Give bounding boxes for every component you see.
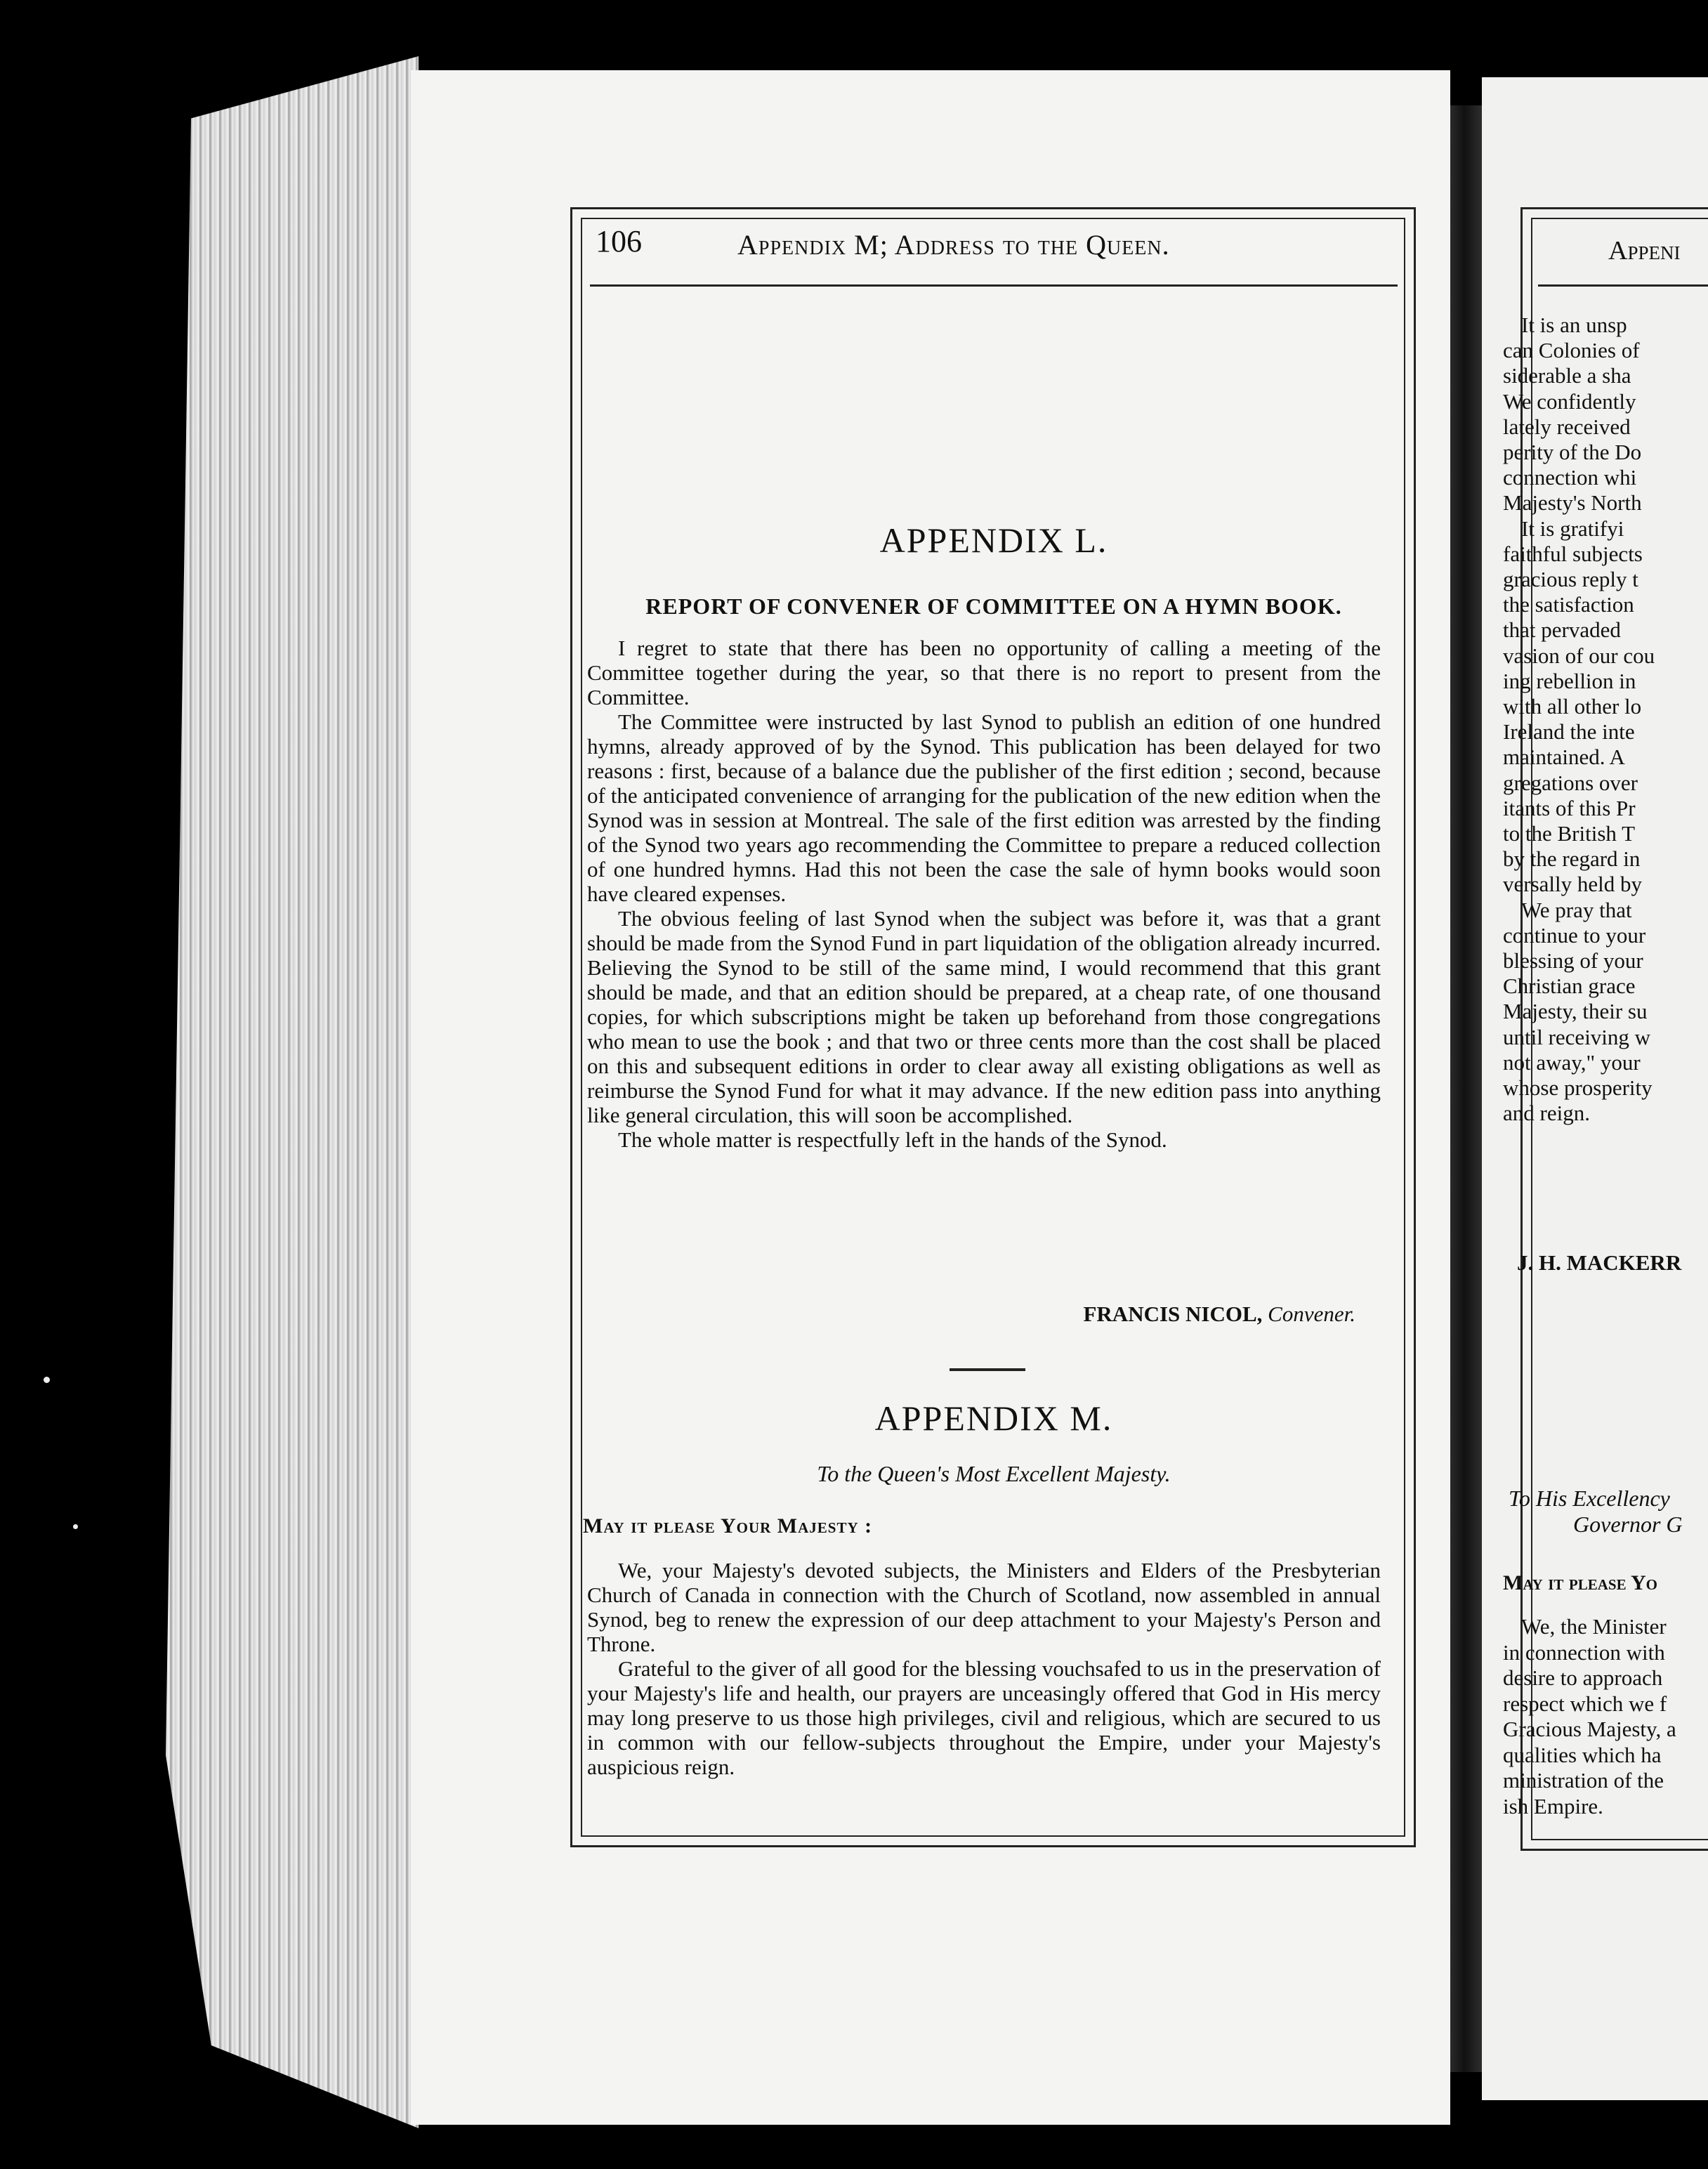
facing-page-line: by the regard in	[1503, 846, 1641, 872]
facing-page-line: We, the Minister	[1521, 1614, 1667, 1639]
signature-role: Convener.	[1268, 1302, 1355, 1326]
facing-page-line: Majesty's North	[1503, 490, 1642, 516]
facing-page-address-line: Governor G	[1573, 1512, 1683, 1537]
running-head: Appendix M; Address to the Queen.	[737, 229, 1170, 261]
facing-page-line: connection whi	[1503, 465, 1637, 490]
facing-page-header-rule	[1538, 284, 1708, 287]
facing-page-line: qualities which ha	[1503, 1742, 1662, 1767]
page-number: 106	[596, 224, 642, 258]
facing-page-line: perity of the Do	[1503, 440, 1642, 464]
facing-page-line: blessing of your	[1503, 948, 1643, 973]
facing-page-line: Gracious Majesty, a	[1503, 1717, 1676, 1741]
facing-page-line: continue to your	[1503, 922, 1646, 948]
section-separator	[950, 1368, 1025, 1371]
paragraph: We, your Majesty's devoted subjects, the Ministers and Elders of the Presbyterian Church of Canada in connection with the Church of Scotland, now assembled in annual Synod, beg to renew the expression of our deep attachment to your Majesty's Person and Throne.	[587, 1558, 1381, 1656]
facing-page-line: Majesty, their su	[1503, 999, 1648, 1024]
dust-speck	[73, 1524, 78, 1529]
facing-page-line: faithful subjects	[1503, 541, 1643, 566]
signature	[590, 1302, 1355, 1327]
facing-page-line: versally held by	[1503, 872, 1643, 897]
facing-page-line: ing rebellion in	[1503, 668, 1636, 693]
paragraph: The Committee were instructed by last Synod to publish an edition of one hundred hymns, already approved of by the Synod. This publication has been delayed for two reasons : first, because of a balance due the publisher of the first edition ; second, because of the anticipated convenience of arranging for the publication of the new edition when the Synod was in session at Montreal. The sale of the first edition was arrested by the finding of the Synod two years ago recommending the Committee to prepare a reduced collection of one hundred hymns. Had this not been the case the sale of hymn books would soon have cleared expenses.	[587, 709, 1381, 906]
facing-page-line: Ireland the inte	[1503, 719, 1635, 745]
book-gutter	[1450, 105, 1485, 2072]
facing-page-line: gregations over	[1503, 770, 1638, 795]
facing-page-line: the satisfaction	[1503, 592, 1634, 617]
facing-page-line: that pervaded	[1503, 617, 1621, 643]
facing-page-line: maintained. A	[1503, 745, 1625, 770]
facing-page-line: until receiving w	[1503, 1024, 1651, 1049]
facing-page-line: desire to approach	[1503, 1665, 1663, 1690]
facing-page-line: not away," your	[1503, 1049, 1641, 1075]
facing-page-line: can Colonies of	[1503, 338, 1640, 363]
facing-page-line: with all other lo	[1503, 694, 1642, 719]
facing-page-signature: J. H. MACKERR	[1517, 1250, 1682, 1275]
appendix-l-subheading: REPORT OF CONVENER OF COMMITTEE ON A HYMN BOOK.	[645, 594, 1342, 619]
facing-page-line: in connection with	[1503, 1639, 1665, 1665]
facing-page-line: whose prosperity	[1503, 1075, 1653, 1100]
facing-page-line: and reign.	[1503, 1101, 1590, 1126]
header-rule	[590, 284, 1398, 287]
dust-speck	[44, 1377, 50, 1383]
facing-page-line: lately received	[1503, 414, 1631, 439]
facing-page-line: ministration of the	[1503, 1768, 1664, 1793]
facing-page-line: vasion of our cou	[1503, 643, 1655, 668]
facing-page-line: It is an unsp	[1521, 313, 1627, 337]
page-edges-stack	[166, 56, 419, 2128]
appendix-l-body	[587, 636, 1381, 1152]
facing-page-line: We pray that	[1521, 897, 1632, 922]
facing-page-line: gracious reply t	[1503, 567, 1638, 591]
paragraph: The whole matter is respectfully left in the hands of the Synod.	[618, 1127, 1167, 1152]
paragraph: I regret to state that there has been no opportunity of calling a meeting of the Committee together during the year, so that there is no report to present from the Committee.	[587, 636, 1381, 709]
salutation: May it please Your Majesty :	[583, 1514, 873, 1538]
facing-page-line: ish Empire.	[1503, 1793, 1603, 1819]
facing-page-line: Christian grace	[1503, 974, 1636, 999]
appendix-m-heading: APPENDIX M.	[874, 1398, 1113, 1438]
facing-page-line: We confidently	[1503, 388, 1636, 414]
facing-page-salutation: May it please Yo	[1503, 1571, 1657, 1594]
facing-page-line: respect which we f	[1503, 1691, 1667, 1716]
appendix-l-heading: APPENDIX L.	[879, 520, 1108, 560]
signature-name: FRANCIS NICOL,	[1083, 1302, 1263, 1326]
facing-page-line: to the British T	[1503, 821, 1636, 846]
facing-page-line: It is gratifyi	[1521, 516, 1624, 541]
facing-page-line: siderable a sha	[1503, 363, 1631, 388]
paragraph: The obvious feeling of last Synod when the subject was before it, was that a grant should be made from the Synod Fund in part liquidation of the obligation already incurred. Believing the Synod to be still of the same mind, I would recommend that this grant should be made, and that an edition should be prepared, at a cheap rate, of one thousand copies, for which subscriptions might be taken up beforehand from those congregations who mean to use the book ; and that two or three cents more than the cost shall be placed on this and subsequent editions in order to clear away all existing obligations as well as reimburse the Synod Fund for what it may advance. If the new edition pass into anything like general circulation, this will soon be accomplished.	[587, 906, 1381, 1127]
facing-page-address-line: To His Excellency	[1509, 1486, 1670, 1511]
facing-page-running-head: Appeni	[1608, 236, 1681, 266]
paragraph: Grateful to the giver of all good for the blessing vouchsafed to us in the preservation of your Majesty's life and health, our prayers are unceasingly offered that God in His mercy may long preserve to us those high privileges, civil and religious, which are secured to us in common with our fellow-subjects throughout the Empire, under your Majesty's auspicious reign.	[587, 1656, 1381, 1779]
appendix-m-body	[587, 1558, 1381, 1779]
dedication: To the Queen's Most Excellent Majesty.	[817, 1461, 1171, 1486]
facing-page-line: itants of this Pr	[1503, 795, 1636, 820]
